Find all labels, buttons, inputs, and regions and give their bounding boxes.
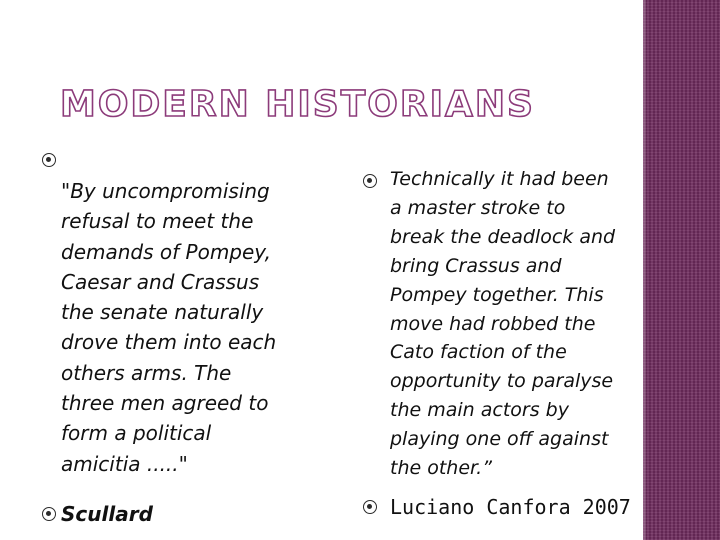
bullet-icon: [363, 500, 377, 514]
right-attribution: Luciano Canfora 2007: [390, 495, 631, 519]
bullet-icon: [363, 174, 377, 188]
bullet-icon: [42, 153, 56, 167]
slide-title: MODERN HISTORIANS: [60, 84, 535, 125]
right-quote-text: Technically it had been a master stroke to break the deadlock and bring Crassus and Pompey together. This move had robbed the Cato faction of the opportunity to paralyse the main actors by playing one off against the other.”: [390, 168, 616, 480]
left-attribution: Scullard: [61, 502, 153, 526]
left-quote-text: "By uncompromising refusal to meet the demands of Pompey, Caesar and Crassus the senate naturally drove them into each others arms. The three men agreed to form a political amicitia .....": [61, 179, 277, 476]
decorative-side-band: [643, 0, 720, 540]
bullet-icon: [42, 507, 56, 521]
